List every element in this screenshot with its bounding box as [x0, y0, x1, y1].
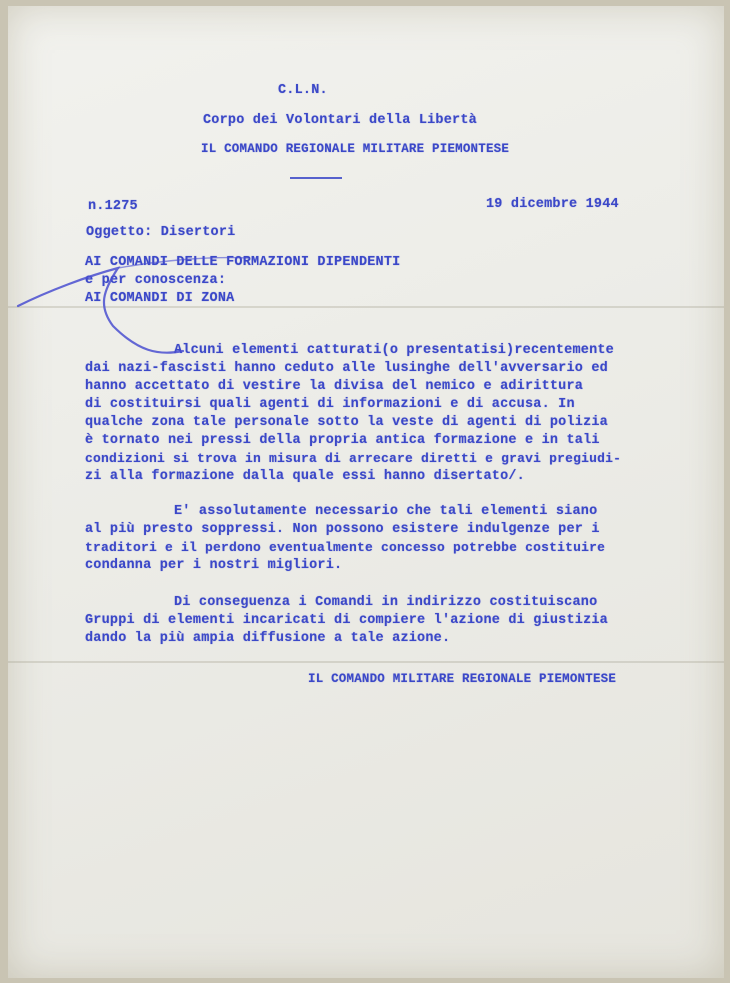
body-line: Alcuni elementi catturati(o presentatisi)recentemente [174, 343, 614, 358]
body-line: è tornato nei pressi della propria antica formazione e in tali [85, 433, 600, 448]
subject-line: Oggetto: Disertori [86, 225, 236, 240]
recipient-formazioni: AI COMANDI DELLE FORMAZIONI DIPENDENTI [85, 255, 401, 270]
body-line: zi alla formazione dalla quale essi hanno disertato/. [85, 469, 525, 484]
document-page [8, 6, 724, 978]
body-line: al più presto soppressi. Non possono esistere indulgenze per i [85, 522, 600, 537]
signature-block: IL COMANDO MILITARE REGIONALE PIEMONTESE [308, 672, 617, 686]
recipient-zona: AI COMANDI DI ZONA [85, 291, 235, 306]
body-line: hanno accettato di vestire la divisa del nemico e adirittura [85, 379, 584, 394]
pen-mark [8, 6, 724, 978]
header-comando-regionale: IL COMANDO REGIONALE MILITARE PIEMONTESE [201, 142, 510, 156]
body-line: traditori e il perdono eventualmente concesso potrebbe costituire [85, 540, 606, 555]
recipient-conoscenza-label: e per conoscenza: [85, 273, 227, 288]
header-corpo-volontari: Corpo dei Volontari della Libertà [203, 113, 477, 128]
body-line: di costituirsi quali agenti di informazioni e di accusa. In [85, 397, 575, 412]
body-line: dai nazi-fascisti hanno ceduto alle lusinghe dell'avversario ed [85, 361, 608, 376]
document-date: 19 dicembre 1944 [486, 197, 619, 212]
body-line: E' assolutamente necessario che tali elementi siano [174, 504, 598, 519]
body-line: qualche zona tale personale sotto la veste di agenti di polizia [85, 415, 608, 430]
protocol-number: n.1275 [88, 199, 138, 214]
body-line: condanna per i nostri migliori. [85, 558, 343, 573]
body-line: Di conseguenza i Comandi in indirizzo costituiscano [174, 595, 598, 610]
header-cln: C.L.N. [278, 83, 328, 98]
body-line: condizioni si trova in misura di arrecare diretti e gravi pregiudi- [85, 451, 622, 466]
body-line: Gruppi di elementi incaricati di compiere l'azione di giustizia [85, 613, 608, 628]
body-line: dando la più ampia diffusione a tale azione. [85, 631, 451, 646]
